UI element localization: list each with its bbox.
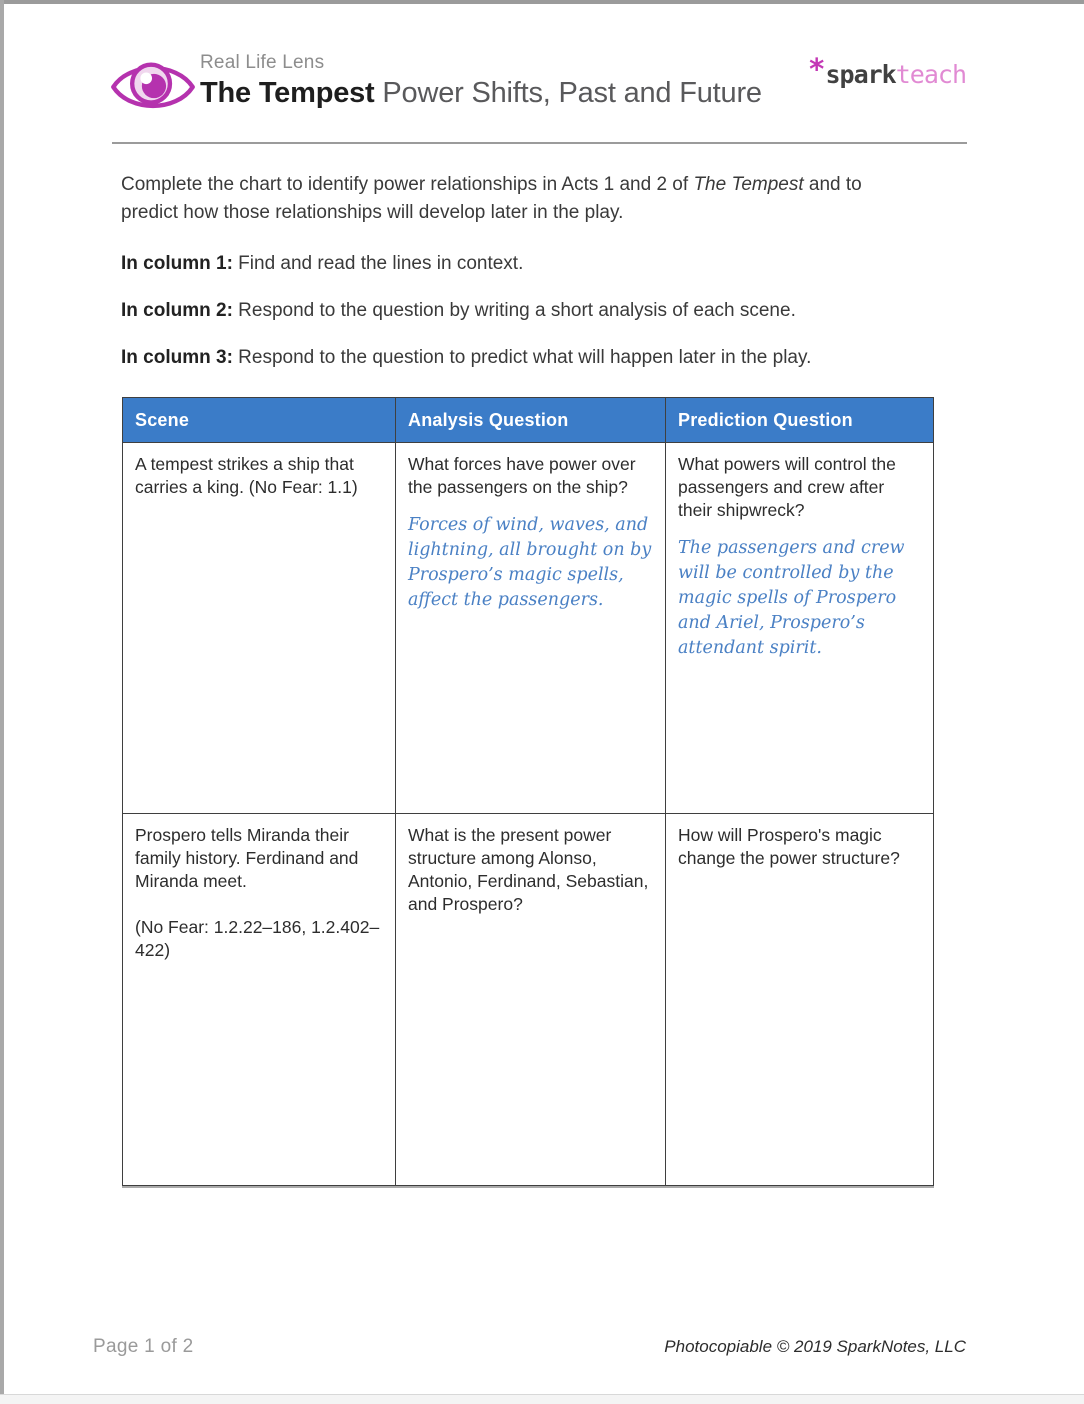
table-row	[123, 443, 934, 814]
page-title	[200, 77, 762, 110]
instruction-column-3	[121, 344, 933, 372]
instruction-1-label: In column 1:	[121, 253, 233, 274]
header-divider	[112, 142, 967, 144]
instructions-section	[121, 171, 933, 391]
header-analysis-question: Analysis Question	[396, 398, 666, 443]
instruction-2-label: In column 2:	[121, 300, 233, 321]
prediction-answer: The passengers and crew will be controlled by the magic spells of Prospero and Ariel, Prospero’s attendant spirit.	[678, 538, 905, 658]
prediction-question: What powers will control the passengers and crew after their shipwreck?	[678, 454, 896, 520]
analysis-question: What forces have power over the passengers on the ship?	[408, 454, 636, 497]
scene-cell	[123, 443, 396, 814]
sparkteach-logo	[808, 52, 966, 89]
instruction-3-text: Respond to the question to predict what will happen later in the play.	[232, 347, 812, 368]
intro-pre: Complete the chart to identify power relationships in Acts 1 and 2 of	[121, 174, 694, 195]
analysis-answer: Forces of wind, waves, and lightning, all brought on by Prospero’s magic spells, affect the passengers.	[408, 515, 652, 610]
table-header-row	[123, 398, 934, 443]
instruction-2-text: Respond to the question by writing a short analysis of each scene.	[232, 300, 796, 321]
prediction-question: How will Prospero's magic change the power structure?	[678, 825, 900, 868]
page-title-subtitle: Power Shifts, Past and Future	[374, 77, 762, 109]
logo-teach-text: teach	[895, 60, 966, 89]
analysis-cell	[396, 443, 666, 814]
analysis-cell	[396, 814, 666, 1186]
scene-text: A tempest strikes a ship that carries a king. (No Fear: 1.1)	[135, 454, 358, 497]
header-prediction-question: Prediction Question	[666, 398, 934, 443]
intro-paragraph	[121, 171, 916, 227]
intro-work-title: The Tempest	[693, 174, 804, 195]
instruction-1-text: Find and read the lines in context.	[232, 253, 524, 274]
page-footer	[93, 1336, 966, 1358]
brand-text	[200, 52, 762, 110]
instruction-column-2	[121, 297, 933, 325]
page-title-work: The Tempest	[200, 77, 375, 109]
scene-reference: (No Fear: 1.2.22–186, 1.2.402–422)	[135, 917, 380, 960]
page-number: Page 1 of 2	[93, 1336, 194, 1357]
copyright-notice: Photocopiable © 2019 SparkNotes, LLC	[664, 1337, 966, 1356]
page-bottom-edge	[0, 1394, 1084, 1404]
instruction-column-1	[121, 250, 933, 278]
analysis-question: What is the present power structure among Alonso, Antonio, Ferdinand, Sebastian, and Prospero?	[408, 825, 649, 914]
scene-cell	[123, 814, 396, 1186]
intro-post: and to predict how those relationships will develop later in the play.	[121, 174, 862, 223]
scene-text: Prospero tells Miranda their family history. Ferdinand and Miranda meet.	[135, 825, 359, 891]
page-top-edge	[0, 0, 1084, 4]
power-relationships-table	[122, 397, 934, 1186]
header-scene: Scene	[123, 398, 396, 443]
asterisk-icon: *	[808, 52, 826, 86]
prediction-cell	[666, 814, 934, 1186]
real-life-lens-eye-icon	[110, 56, 196, 118]
page-left-edge	[0, 0, 4, 1404]
table-row	[123, 814, 934, 1186]
instruction-3-label: In column 3:	[121, 347, 233, 368]
series-label: Real Life Lens	[200, 52, 325, 73]
logo-spark-text: spark	[825, 60, 896, 89]
prediction-cell	[666, 443, 934, 814]
